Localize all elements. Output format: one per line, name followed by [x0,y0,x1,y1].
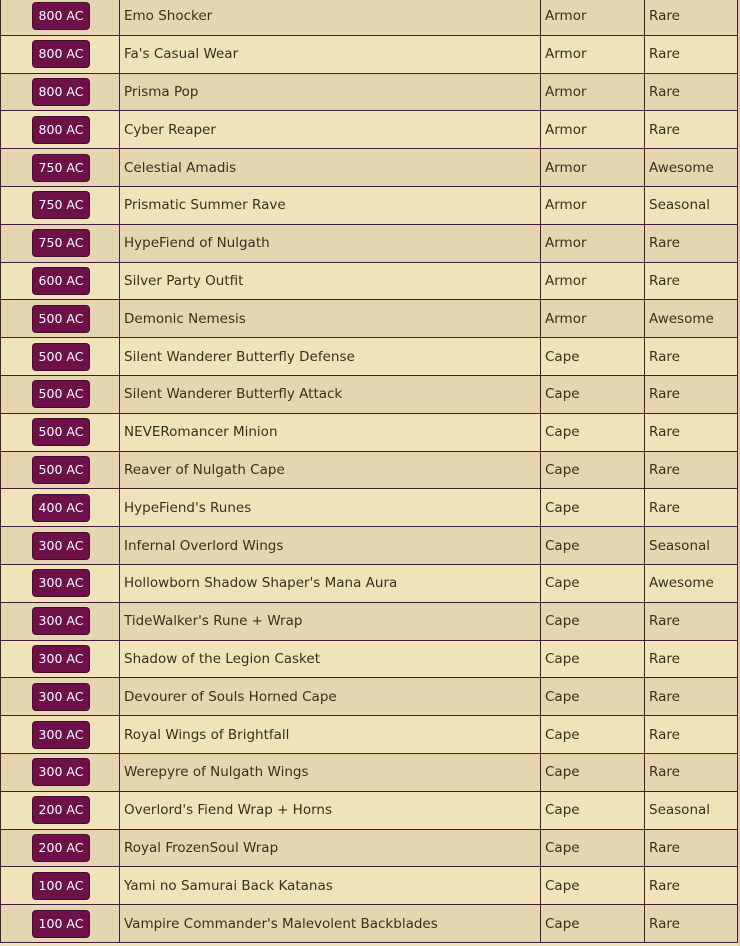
ac-price-badge: 500 AC [33,419,89,445]
table-row [1,905,738,943]
item-type-cell: Armor [541,35,645,73]
price-cell [1,716,120,754]
table-row [1,716,738,754]
item-rows [1,0,738,942]
table-row [1,867,738,905]
item-name-link[interactable]: Royal Wings of Brightfall [120,716,541,754]
price-cell [1,678,120,716]
item-rarity-cell: Awesome [645,149,738,187]
item-rarity-cell: Awesome [645,564,738,602]
ac-price-badge: 800 AC [33,41,89,67]
ac-price-badge: 750 AC [33,192,89,218]
table-row [1,338,738,376]
item-type-cell: Cape [541,867,645,905]
item-rarity-cell: Rare [645,489,738,527]
price-cell [1,791,120,829]
item-rarity-cell: Rare [645,73,738,111]
item-rarity-cell: Rare [645,602,738,640]
price-cell [1,564,120,602]
item-rarity-cell: Rare [645,678,738,716]
price-cell [1,224,120,262]
table-row [1,111,738,149]
item-rarity-cell: Rare [645,224,738,262]
price-cell [1,829,120,867]
item-type-cell: Cape [541,791,645,829]
table-row [1,224,738,262]
item-name-link[interactable]: NEVERomancer Minion [120,413,541,451]
table-row [1,527,738,565]
item-type-cell: Armor [541,0,645,35]
item-rarity-cell: Rare [645,0,738,35]
ac-price-badge: 800 AC [33,3,89,29]
ac-price-badge: 600 AC [33,268,89,294]
item-rarity-cell: Rare [645,413,738,451]
item-rarity-cell: Rare [645,111,738,149]
table-row [1,678,738,716]
price-cell [1,375,120,413]
table-row [1,413,738,451]
price-cell [1,753,120,791]
table-row [1,640,738,678]
ac-price-badge: 200 AC [33,797,89,823]
price-cell [1,300,120,338]
item-name-link[interactable]: Reaver of Nulgath Cape [120,451,541,489]
item-name-link[interactable]: Cyber Reaper [120,111,541,149]
item-name-link[interactable]: Overlord's Fiend Wrap + Horns [120,791,541,829]
price-cell [1,489,120,527]
item-type-cell: Cape [541,451,645,489]
item-type-cell: Cape [541,602,645,640]
price-cell [1,413,120,451]
price-cell [1,451,120,489]
table-row [1,375,738,413]
item-name-link[interactable]: Fa's Casual Wear [120,35,541,73]
item-name-link[interactable]: Infernal Overlord Wings [120,527,541,565]
item-name-link[interactable]: Royal FrozenSoul Wrap [120,829,541,867]
item-name-link[interactable]: HypeFiend's Runes [120,489,541,527]
ac-price-badge: 100 AC [33,873,89,899]
item-rarity-cell: Rare [645,451,738,489]
ac-price-badge: 500 AC [33,344,89,370]
ac-price-badge: 300 AC [33,684,89,710]
ac-price-badge: 300 AC [33,533,89,559]
item-name-link[interactable]: Emo Shocker [120,0,541,35]
price-cell [1,262,120,300]
item-name-link[interactable]: TideWalker's Rune + Wrap [120,602,541,640]
item-type-cell: Cape [541,905,645,943]
ac-price-badge: 750 AC [33,155,89,181]
table-row [1,829,738,867]
item-name-link[interactable]: Silent Wanderer Butterfly Attack [120,375,541,413]
item-name-link[interactable]: Demonic Nemesis [120,300,541,338]
item-type-cell: Cape [541,489,645,527]
item-name-link[interactable]: HypeFiend of Nulgath [120,224,541,262]
price-cell [1,602,120,640]
table-row [1,753,738,791]
price-cell [1,338,120,376]
item-name-link[interactable]: Celestial Amadis [120,149,541,187]
ac-price-badge: 800 AC [33,117,89,143]
ac-price-badge: 100 AC [33,911,89,937]
item-type-cell: Cape [541,527,645,565]
item-type-cell: Armor [541,73,645,111]
price-cell [1,186,120,224]
price-cell [1,527,120,565]
item-type-cell: Cape [541,678,645,716]
table-row [1,262,738,300]
ac-price-badge: 800 AC [33,79,89,105]
item-name-link[interactable]: Prisma Pop [120,73,541,111]
item-rarity-cell: Seasonal [645,186,738,224]
ac-price-badge: 400 AC [33,495,89,521]
ac-price-badge: 750 AC [33,230,89,256]
item-type-cell: Armor [541,224,645,262]
item-rarity-cell: Seasonal [645,527,738,565]
item-name-link[interactable]: Yami no Samurai Back Katanas [120,867,541,905]
item-name-link[interactable]: Werepyre of Nulgath Wings [120,753,541,791]
price-cell [1,35,120,73]
item-type-cell: Cape [541,753,645,791]
item-type-cell: Armor [541,186,645,224]
price-cell [1,0,120,35]
item-rarity-cell: Seasonal [645,791,738,829]
item-rarity-cell: Rare [645,640,738,678]
price-cell [1,640,120,678]
item-rarity-cell: Rare [645,753,738,791]
item-rarity-cell: Rare [645,867,738,905]
table-row [1,186,738,224]
item-type-cell: Cape [541,829,645,867]
item-type-cell: Cape [541,564,645,602]
item-type-cell: Cape [541,716,645,754]
table-row [1,0,738,35]
table-row [1,602,738,640]
item-rarity-cell: Rare [645,262,738,300]
table-row [1,35,738,73]
table-row [1,73,738,111]
item-name-link[interactable]: Hollowborn Shadow Shaper's Mana Aura [120,564,541,602]
item-type-cell: Armor [541,262,645,300]
ac-price-badge: 500 AC [33,457,89,483]
table-row [1,451,738,489]
price-cell [1,149,120,187]
item-type-cell: Armor [541,300,645,338]
item-type-cell: Cape [541,338,645,376]
item-name-link[interactable]: Prismatic Summer Rave [120,186,541,224]
item-type-cell: Cape [541,413,645,451]
ac-price-badge: 300 AC [33,608,89,634]
item-rarity-cell: Rare [645,829,738,867]
item-type-cell: Cape [541,640,645,678]
table-row [1,300,738,338]
table-row [1,564,738,602]
item-name-link[interactable]: Silver Party Outfit [120,262,541,300]
table-row [1,791,738,829]
item-type-cell: Armor [541,111,645,149]
item-rarity-cell: Rare [645,375,738,413]
item-name-link[interactable]: Silent Wanderer Butterfly Defense [120,338,541,376]
ac-price-badge: 300 AC [33,759,89,785]
item-rarity-cell: Rare [645,716,738,754]
price-cell [1,867,120,905]
price-cell [1,905,120,943]
table-row [1,489,738,527]
price-cell [1,73,120,111]
item-name-link[interactable]: Shadow of the Legion Casket [120,640,541,678]
item-name-link[interactable]: Devourer of Souls Horned Cape [120,678,541,716]
ac-price-badge: 200 AC [33,835,89,861]
ac-price-badge: 300 AC [33,722,89,748]
item-rarity-cell: Rare [645,35,738,73]
item-rarity-cell: Rare [645,905,738,943]
item-rarity-cell: Awesome [645,300,738,338]
ac-price-badge: 500 AC [33,381,89,407]
item-type-cell: Armor [541,149,645,187]
ac-price-badge: 500 AC [33,306,89,332]
price-cell [1,111,120,149]
table-row [1,149,738,187]
item-name-link[interactable]: Vampire Commander's Malevolent Backblades [120,905,541,943]
item-type-cell: Cape [541,375,645,413]
ac-price-badge: 300 AC [33,570,89,596]
item-rarity-cell: Rare [645,338,738,376]
ac-price-badge: 300 AC [33,646,89,672]
